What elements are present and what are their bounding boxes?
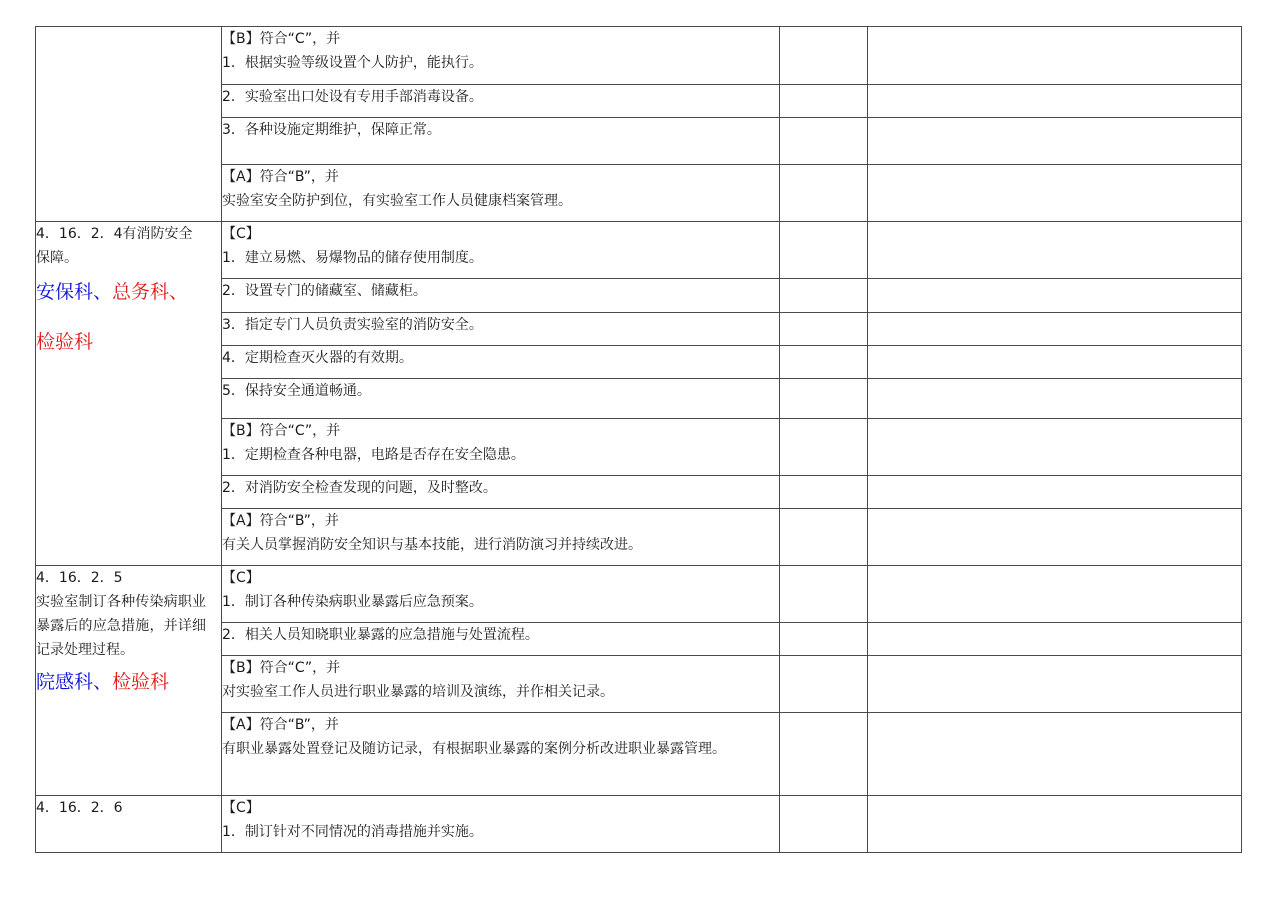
score-cell [780, 476, 868, 509]
dept-infection-control: 院感科、 [36, 671, 113, 693]
table-row [36, 796, 1242, 853]
remark-cell [868, 796, 1242, 853]
criteria-cell: 【B】符合“C”，并 1．定期检查各种电器，电路是否存在安全隐患。 [222, 419, 780, 476]
remark-cell [868, 346, 1242, 379]
table-row [36, 27, 1242, 85]
remark-cell [868, 118, 1242, 165]
criteria-cell: 5．保持安全通道畅通。 [222, 379, 780, 419]
remark-cell [868, 656, 1242, 713]
table-row [36, 566, 1242, 623]
responsible-departments [36, 278, 221, 356]
criteria-cell: 3．各种设施定期维护，保障正常。 [222, 118, 780, 165]
criteria-cell: 2．实验室出口处设有专用手部消毒设备。 [222, 85, 780, 118]
item-title: 4．16．2．4有消防安全保障。 [36, 226, 193, 266]
table-row [36, 222, 1242, 279]
remark-cell [868, 566, 1242, 623]
criteria-cell: 【C】 1．制订针对不同情况的消毒措施并实施。 [222, 796, 780, 853]
criteria-cell: 2．对消防安全检查发现的问题，及时整改。 [222, 476, 780, 509]
item-number: 4．16．2．5 [36, 570, 123, 586]
remark-cell [868, 713, 1242, 796]
dept-laboratory: 检验科 [112, 671, 170, 693]
item-cell-4-16-2-4 [36, 222, 222, 566]
criteria-cell: 2．相关人员知晓职业暴露的应急措施与处置流程。 [222, 623, 780, 656]
criteria-cell: 【C】 1．制订各种传染病职业暴露后应急预案。 [222, 566, 780, 623]
criteria-cell: 【C】 1．建立易燃、易爆物品的储存使用制度。 [222, 222, 780, 279]
remark-cell [868, 623, 1242, 656]
item-cell-continued [36, 27, 222, 222]
remark-cell [868, 27, 1242, 85]
criteria-cell: 4．定期检查灭火器的有效期。 [222, 346, 780, 379]
criteria-cell: 【A】符合“B”，并 实验室安全防护到位，有实验室工作人员健康档案管理。 [222, 165, 780, 222]
remark-cell [868, 419, 1242, 476]
score-cell [780, 656, 868, 713]
remark-cell [868, 313, 1242, 346]
score-cell [780, 27, 868, 85]
score-cell [780, 222, 868, 279]
score-cell [780, 165, 868, 222]
remark-cell [868, 279, 1242, 313]
score-cell [780, 796, 868, 853]
score-cell [780, 85, 868, 118]
score-cell [780, 346, 868, 379]
criteria-cell: 【A】符合“B”，并 有职业暴露处置登记及随访记录，有根据职业暴露的案例分析改进职业暴露管理。 [222, 713, 780, 796]
dept-security: 安保科、 [36, 281, 113, 303]
remark-cell [868, 509, 1242, 566]
score-cell [780, 713, 868, 796]
remark-cell [868, 379, 1242, 419]
criteria-cell: 【B】符合“C”，并 1．根据实验等级设置个人防护，能执行。 [222, 27, 780, 85]
dept-laboratory: 检验科 [36, 331, 94, 353]
score-cell [780, 118, 868, 165]
criteria-cell: 2．设置专门的储藏室、储藏柜。 [222, 279, 780, 313]
criteria-cell: 【A】符合“B”，并 有关人员掌握消防安全知识与基本技能，进行消防演习并持续改进。 [222, 509, 780, 566]
score-cell [780, 623, 868, 656]
criteria-cell: 3．指定专门人员负责实验室的消防安全。 [222, 313, 780, 346]
criteria-cell: 【B】符合“C”，并 对实验室工作人员进行职业暴露的培训及演练，并作相关记录。 [222, 656, 780, 713]
item-cell-4-16-2-6 [36, 796, 222, 853]
remark-cell [868, 165, 1242, 222]
score-cell [780, 419, 868, 476]
score-cell [780, 566, 868, 623]
remark-cell [868, 85, 1242, 118]
dept-general-affairs: 总务科、 [112, 281, 189, 303]
item-title: 实验室制订各种传染病职业暴露后的应急措施，并详细记录处理过程。 [36, 594, 206, 658]
remark-cell [868, 476, 1242, 509]
remark-cell [868, 222, 1242, 279]
score-cell [780, 313, 868, 346]
score-cell [780, 279, 868, 313]
score-cell [780, 379, 868, 419]
standards-table [35, 26, 1242, 853]
item-cell-4-16-2-5 [36, 566, 222, 796]
item-number: 4．16．2．6 [36, 800, 123, 816]
score-cell [780, 509, 868, 566]
responsible-departments [36, 668, 221, 696]
